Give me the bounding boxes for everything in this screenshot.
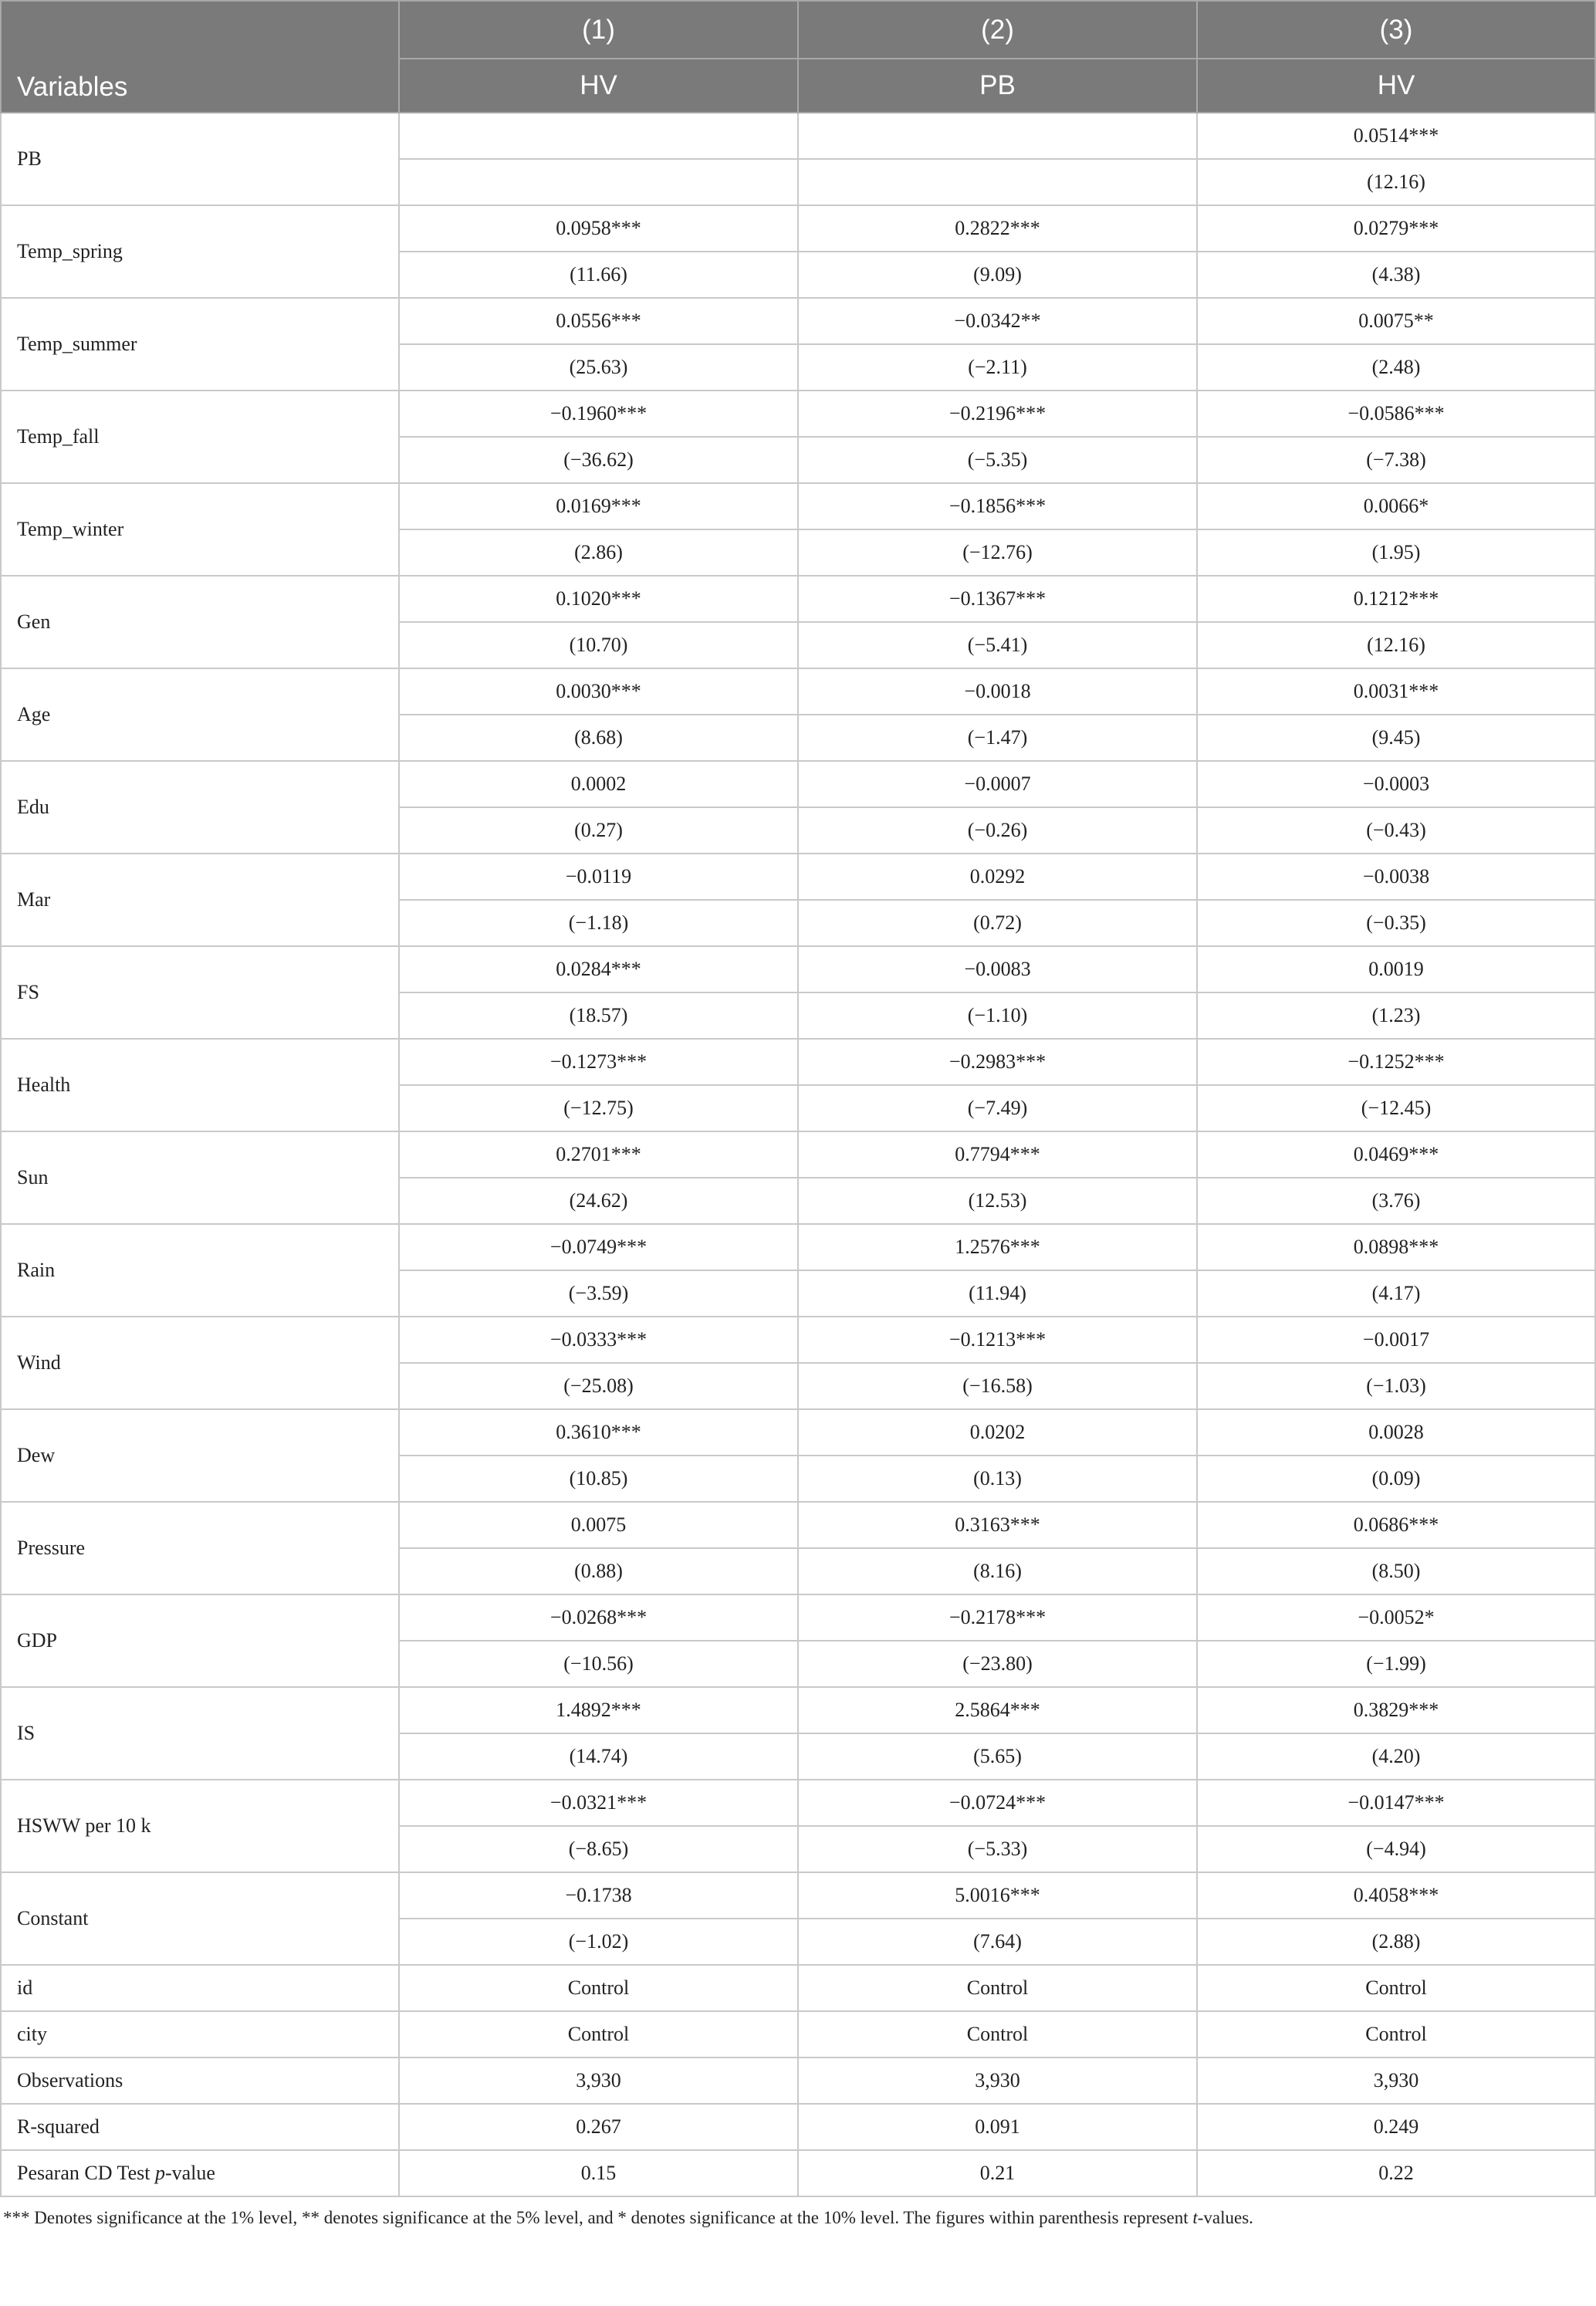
t-value-cell: (−1.10) xyxy=(798,992,1197,1039)
coefficient-cell: −0.1273*** xyxy=(399,1039,798,1085)
t-value-cell: (8.16) xyxy=(798,1548,1197,1594)
t-value-cell: (10.85) xyxy=(399,1456,798,1502)
table-row xyxy=(1,576,1595,622)
coefficient-cell: 0.0958*** xyxy=(399,205,798,252)
t-value-cell: (−1.03) xyxy=(1197,1363,1595,1409)
footnote-italic: t xyxy=(1192,2208,1198,2227)
coefficient-cell: 0.0031*** xyxy=(1197,668,1595,715)
dependent-variable-header: PB xyxy=(798,59,1197,113)
t-value-cell: (4.38) xyxy=(1197,252,1595,298)
coefficient-cell: −0.2178*** xyxy=(798,1594,1197,1641)
t-value-cell: (11.66) xyxy=(399,252,798,298)
dependent-variable-header: HV xyxy=(399,59,798,113)
t-value-cell: (−8.65) xyxy=(399,1826,798,1872)
t-value-cell: (−3.59) xyxy=(399,1270,798,1317)
table-header xyxy=(1,1,1595,113)
variable-name-cell: FS xyxy=(1,946,399,1039)
statistic-value-cell: 0.267 xyxy=(399,2104,798,2150)
footnote-suffix: -values. xyxy=(1197,2208,1253,2227)
table-row xyxy=(1,2150,1595,2196)
coefficient-cell: 1.4892*** xyxy=(399,1687,798,1733)
variable-name-cell: Mar xyxy=(1,854,399,946)
t-value-cell: (−2.11) xyxy=(798,344,1197,391)
t-value-cell: (2.88) xyxy=(1197,1919,1595,1965)
statistic-value-cell: Control xyxy=(399,2011,798,2057)
coefficient-cell: 0.0028 xyxy=(1197,1409,1595,1456)
coefficient-cell: 0.3829*** xyxy=(1197,1687,1595,1733)
t-value-cell: (25.63) xyxy=(399,344,798,391)
variable-name-cell: Pressure xyxy=(1,1502,399,1594)
t-value-cell xyxy=(399,159,798,205)
coefficient-cell: 0.3610*** xyxy=(399,1409,798,1456)
table-row xyxy=(1,113,1595,159)
coefficient-cell: 0.2701*** xyxy=(399,1131,798,1178)
statistic-value-cell: 3,930 xyxy=(1197,2057,1595,2104)
coefficient-cell: −0.0083 xyxy=(798,946,1197,992)
table-row xyxy=(1,298,1595,344)
table-row xyxy=(1,1872,1595,1919)
coefficient-cell: −0.2196*** xyxy=(798,391,1197,437)
statistic-value-cell: 0.15 xyxy=(399,2150,798,2196)
coefficient-cell: 0.0075** xyxy=(1197,298,1595,344)
t-value-cell: (−0.35) xyxy=(1197,900,1595,946)
t-value-cell: (18.57) xyxy=(399,992,798,1039)
statistic-name-suffix: -value xyxy=(164,2162,215,2184)
t-value-cell: (0.27) xyxy=(399,807,798,854)
t-value-cell: (−10.56) xyxy=(399,1641,798,1687)
statistic-value-cell: Control xyxy=(798,2011,1197,2057)
coefficient-cell: 0.0898*** xyxy=(1197,1224,1595,1270)
table-row xyxy=(1,1780,1595,1826)
statistic-name-italic: p xyxy=(154,2162,165,2184)
table-row xyxy=(1,2011,1595,2057)
table-row xyxy=(1,668,1595,715)
coefficient-cell: 0.0292 xyxy=(798,854,1197,900)
t-value-cell: (11.94) xyxy=(798,1270,1197,1317)
coefficient-cell: 0.1020*** xyxy=(399,576,798,622)
coefficient-cell: 0.0469*** xyxy=(1197,1131,1595,1178)
table-body xyxy=(1,113,1595,2196)
t-value-cell: (−36.62) xyxy=(399,437,798,483)
coefficient-cell: 0.0686*** xyxy=(1197,1502,1595,1548)
t-value-cell: (−5.41) xyxy=(798,622,1197,668)
coefficient-cell: −0.0321*** xyxy=(399,1780,798,1826)
t-value-cell: (12.53) xyxy=(798,1178,1197,1224)
variable-name-cell: Edu xyxy=(1,761,399,854)
t-value-cell xyxy=(798,159,1197,205)
coefficient-cell: −0.0052* xyxy=(1197,1594,1595,1641)
table-row xyxy=(1,1594,1595,1641)
coefficient-cell: −0.0007 xyxy=(798,761,1197,807)
variable-name-cell: Temp_winter xyxy=(1,483,399,576)
coefficient-cell: −0.1856*** xyxy=(798,483,1197,529)
coefficient-cell: 0.7794*** xyxy=(798,1131,1197,1178)
coefficient-cell: 0.0002 xyxy=(399,761,798,807)
variable-name-cell: Temp_fall xyxy=(1,391,399,483)
t-value-cell: (−16.58) xyxy=(798,1363,1197,1409)
coefficient-cell: −0.0342** xyxy=(798,298,1197,344)
variable-name-cell: Rain xyxy=(1,1224,399,1317)
coefficient-cell: 0.0279*** xyxy=(1197,205,1595,252)
variable-name-cell: HSWW per 10 k xyxy=(1,1780,399,1872)
t-value-cell: (1.23) xyxy=(1197,992,1595,1039)
coefficient-cell: 0.2822*** xyxy=(798,205,1197,252)
coefficient-cell: −0.0018 xyxy=(798,668,1197,715)
t-value-cell: (4.20) xyxy=(1197,1733,1595,1780)
coefficient-cell: 0.0514*** xyxy=(1197,113,1595,159)
coefficient-cell: −0.1738 xyxy=(399,1872,798,1919)
t-value-cell: (7.64) xyxy=(798,1919,1197,1965)
t-value-cell: (4.17) xyxy=(1197,1270,1595,1317)
table-row xyxy=(1,1687,1595,1733)
coefficient-cell: −0.0017 xyxy=(1197,1317,1595,1363)
statistic-value-cell: 3,930 xyxy=(399,2057,798,2104)
statistic-name-cell: id xyxy=(1,1965,399,2011)
coefficient-cell: −0.0333*** xyxy=(399,1317,798,1363)
t-value-cell: (0.88) xyxy=(399,1548,798,1594)
footnote-text: *** Denotes significance at the 1% level, ** denotes significance at the 5% level, and * denotes significance at the 10% level. The figures within parenthesis represent xyxy=(3,2208,1193,2227)
t-value-cell: (−5.35) xyxy=(798,437,1197,483)
variable-name-cell: Age xyxy=(1,668,399,761)
table-row xyxy=(1,2104,1595,2150)
coefficient-cell: 0.0556*** xyxy=(399,298,798,344)
model-number-header: (2) xyxy=(798,1,1197,59)
coefficient-cell: 0.0030*** xyxy=(399,668,798,715)
coefficient-cell: −0.0147*** xyxy=(1197,1780,1595,1826)
t-value-cell: (−1.99) xyxy=(1197,1641,1595,1687)
table-row xyxy=(1,2057,1595,2104)
t-value-cell: (12.16) xyxy=(1197,159,1595,205)
table-row xyxy=(1,1502,1595,1548)
t-value-cell: (−1.47) xyxy=(798,715,1197,761)
coefficient-cell xyxy=(798,113,1197,159)
statistic-value-cell: 0.091 xyxy=(798,2104,1197,2150)
statistic-value-cell: Control xyxy=(1197,1965,1595,2011)
t-value-cell: (−25.08) xyxy=(399,1363,798,1409)
coefficient-cell: 2.5864*** xyxy=(798,1687,1197,1733)
coefficient-cell: 1.2576*** xyxy=(798,1224,1197,1270)
model-number-header: (1) xyxy=(399,1,798,59)
variable-name-cell: Gen xyxy=(1,576,399,668)
t-value-cell: (−0.26) xyxy=(798,807,1197,854)
table-row xyxy=(1,854,1595,900)
table-row xyxy=(1,1317,1595,1363)
statistic-value-cell: Control xyxy=(1197,2011,1595,2057)
coefficient-cell: −0.0119 xyxy=(399,854,798,900)
t-value-cell: (3.76) xyxy=(1197,1178,1595,1224)
variable-name-cell: Sun xyxy=(1,1131,399,1224)
t-value-cell: (10.70) xyxy=(399,622,798,668)
t-value-cell: (2.86) xyxy=(399,529,798,576)
t-value-cell: (1.95) xyxy=(1197,529,1595,576)
t-value-cell: (8.50) xyxy=(1197,1548,1595,1594)
t-value-cell: (−23.80) xyxy=(798,1641,1197,1687)
coefficient-cell: −0.0038 xyxy=(1197,854,1595,900)
t-value-cell: (−1.02) xyxy=(399,1919,798,1965)
coefficient-cell: 0.0019 xyxy=(1197,946,1595,992)
coefficient-cell xyxy=(399,113,798,159)
variable-name-cell: Temp_spring xyxy=(1,205,399,298)
coefficient-cell: 0.0169*** xyxy=(399,483,798,529)
coefficient-cell: −0.0724*** xyxy=(798,1780,1197,1826)
variables-header: Variables xyxy=(1,1,399,113)
statistic-name-cell: city xyxy=(1,2011,399,2057)
statistic-name-prefix: Pesaran CD Test xyxy=(17,2162,155,2184)
statistic-value-cell: Control xyxy=(399,1965,798,2011)
t-value-cell: (5.65) xyxy=(798,1733,1197,1780)
t-value-cell: (−0.43) xyxy=(1197,807,1595,854)
table-row xyxy=(1,1039,1595,1085)
t-value-cell: (−4.94) xyxy=(1197,1826,1595,1872)
variable-name-cell: Constant xyxy=(1,1872,399,1965)
coefficient-cell: −0.1252*** xyxy=(1197,1039,1595,1085)
table-row xyxy=(1,1131,1595,1178)
variable-name-cell: Health xyxy=(1,1039,399,1131)
dependent-variable-header: HV xyxy=(1197,59,1595,113)
coefficient-cell: 0.4058*** xyxy=(1197,1872,1595,1919)
table-footnote xyxy=(3,2208,1596,2228)
table-row xyxy=(1,391,1595,437)
t-value-cell: (0.13) xyxy=(798,1456,1197,1502)
variable-name-cell: Dew xyxy=(1,1409,399,1502)
coefficient-cell: −0.0749*** xyxy=(399,1224,798,1270)
coefficient-cell: −0.0268*** xyxy=(399,1594,798,1641)
t-value-cell: (9.45) xyxy=(1197,715,1595,761)
coefficient-cell: 0.0284*** xyxy=(399,946,798,992)
statistic-name-cell: Observations xyxy=(1,2057,399,2104)
variable-name-cell: Temp_summer xyxy=(1,298,399,391)
table-row xyxy=(1,483,1595,529)
table-row xyxy=(1,1224,1595,1270)
t-value-cell: (0.72) xyxy=(798,900,1197,946)
coefficient-cell: −0.1367*** xyxy=(798,576,1197,622)
statistic-name-cell: R-squared xyxy=(1,2104,399,2150)
statistic-name-cell xyxy=(1,2150,399,2196)
variable-name-cell: IS xyxy=(1,1687,399,1780)
statistic-value-cell: 0.249 xyxy=(1197,2104,1595,2150)
statistic-value-cell: Control xyxy=(798,1965,1197,2011)
t-value-cell: (9.09) xyxy=(798,252,1197,298)
coefficient-cell: 0.0075 xyxy=(399,1502,798,1548)
statistic-value-cell: 3,930 xyxy=(798,2057,1197,2104)
coefficient-cell: −0.0586*** xyxy=(1197,391,1595,437)
table-row xyxy=(1,761,1595,807)
t-value-cell: (−12.75) xyxy=(399,1085,798,1131)
t-value-cell: (8.68) xyxy=(399,715,798,761)
t-value-cell: (−12.45) xyxy=(1197,1085,1595,1131)
t-value-cell: (0.09) xyxy=(1197,1456,1595,1502)
variable-name-cell: Wind xyxy=(1,1317,399,1409)
statistic-value-cell: 0.21 xyxy=(798,2150,1197,2196)
variable-name-cell: GDP xyxy=(1,1594,399,1687)
table-row xyxy=(1,946,1595,992)
coefficient-cell: 5.0016*** xyxy=(798,1872,1197,1919)
t-value-cell: (−7.49) xyxy=(798,1085,1197,1131)
t-value-cell: (−1.18) xyxy=(399,900,798,946)
variable-name-cell: PB xyxy=(1,113,399,205)
table-row xyxy=(1,1965,1595,2011)
coefficient-cell: 0.0066* xyxy=(1197,483,1595,529)
coefficient-cell: 0.0202 xyxy=(798,1409,1197,1456)
coefficient-cell: −0.1960*** xyxy=(399,391,798,437)
coefficient-cell: 0.1212*** xyxy=(1197,576,1595,622)
t-value-cell: (−12.76) xyxy=(798,529,1197,576)
coefficient-cell: −0.0003 xyxy=(1197,761,1595,807)
t-value-cell: (2.48) xyxy=(1197,344,1595,391)
t-value-cell: (12.16) xyxy=(1197,622,1595,668)
model-number-header: (3) xyxy=(1197,1,1595,59)
t-value-cell: (14.74) xyxy=(399,1733,798,1780)
coefficient-cell: 0.3163*** xyxy=(798,1502,1197,1548)
t-value-cell: (−7.38) xyxy=(1197,437,1595,483)
t-value-cell: (24.62) xyxy=(399,1178,798,1224)
table-row xyxy=(1,1409,1595,1456)
table-row xyxy=(1,205,1595,252)
coefficient-cell: −0.1213*** xyxy=(798,1317,1197,1363)
statistic-value-cell: 0.22 xyxy=(1197,2150,1595,2196)
coefficient-cell: −0.2983*** xyxy=(798,1039,1197,1085)
t-value-cell: (−5.33) xyxy=(798,1826,1197,1872)
